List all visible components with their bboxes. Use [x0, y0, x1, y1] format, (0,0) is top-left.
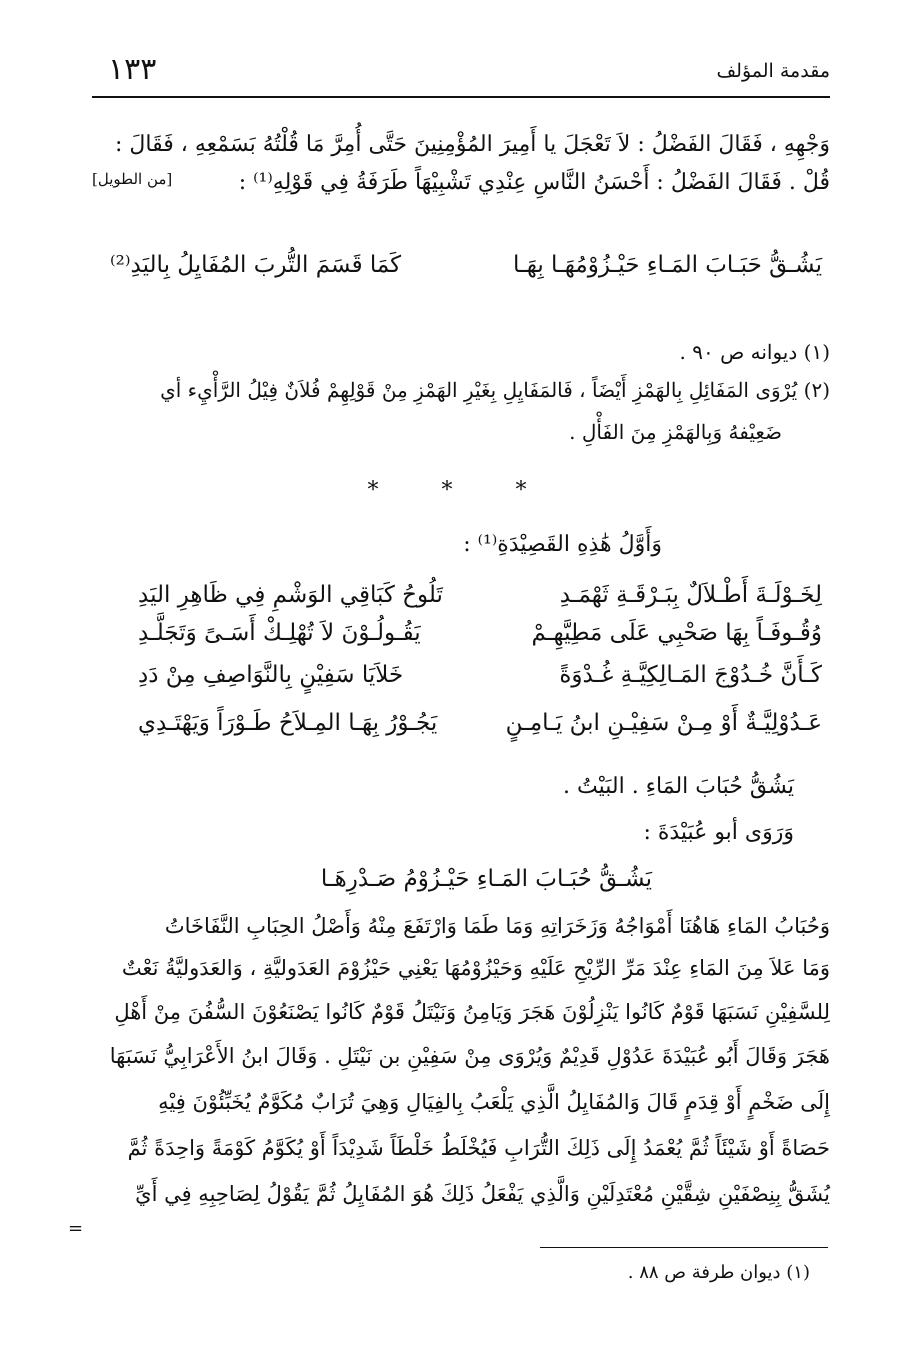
- commentary-line-4: هَجَرَ وَقَالَ أَبُو عُبَيْدَةَ عَدُوْلِ قَدِيْمٌ وَيُرْوَى مِنْ سَفِيْنِ بن نَيْتَلِ . وَقَالَ ابنُ الأَعْرَابِيُّ نَسَبَهَا: [109, 1044, 830, 1068]
- meter-label: [من الطويل]: [92, 170, 173, 188]
- header-rule: [92, 96, 830, 98]
- running-header-title: مقدمة المؤلف: [716, 60, 830, 82]
- after-poem-line-1: يَشُقُّ حُبَابَ المَاءِ . البَيْتُ .: [563, 774, 794, 799]
- commentary-line-6: حَصَاةً أَوْ شَيْئَاً ثُمَّ يُعْمَدُ إِلَى ذَلِكَ التُّرَابِ فَيُخْلَطُ خَلْطَاً شَدِيْدَاً أَوْ يُكَوَّمُ كَوْمَةً وَاحِدَةً ثُمَّ: [127, 1136, 830, 1160]
- intro-line-1: وَجْهِهِ ، فَقَالَ الفَضْلُ : لاَ تَعْجَلَ يا أَمِيرَ المُؤْمِنِينَ حَتَّى أُمِرَّ مَا قُلْتُهُ بَسَمْعِهِ ، فَقَالَ :: [115, 132, 830, 157]
- poem-verse-2-second: يَقُـولُـوْنَ لاَ تُهْلِـكْ أَسَـىً وَتَجَلَّـدِ: [138, 620, 421, 646]
- commentary-line-7: يُشَقُّ بِنِصْفَيْنِ شِقَّيْنِ مُعْتَدِلَيْنِ وَالَّذِي يَفْعَلُ ذَلِكَ هُوَ المُفَايِلُ ثُمَّ يَقُوْلُ لِصَاحِبِهِ فِي أَيِّ: [135, 1182, 830, 1206]
- abu-ubayda-verse: يَشُـقُّ حُبَـابَ المَـاءِ حَيْـزُوْمُ صَـدْرِهَـا: [320, 866, 652, 892]
- poem-intro: وَأَوَّلُ هَٰذِهِ القَصِيْدَةِ⁽¹⁾ :: [463, 532, 662, 557]
- footnote-1-number: (١): [803, 340, 830, 364]
- footnote-1: [92, 340, 830, 364]
- after-poem-line-2: وَرَوَى أبو عُبَيْدَةَ :: [643, 820, 794, 845]
- section-separator: * * *: [367, 478, 555, 503]
- poem-verse-3-first: كَـأَنَّ خُـدُوْجَ المَـالِكِيَّـةِ غُـدْوَةً: [559, 662, 822, 688]
- poem-verse-1-first: لِخَـوْلَـةَ أَطْـلاَلٌ بِبَـرْقَـةِ ثَهْمَـدِ: [559, 582, 822, 608]
- poem-verse-3-second: خَلاَيَا سَفِيْنٍ بِالنَّوَاصِفِ مِنْ دَدِ: [138, 662, 404, 688]
- page-number: ١٣٣: [108, 52, 157, 87]
- bottom-footnote: (١) ديوان طرفة ص ٨٨ .: [627, 1262, 810, 1283]
- footnote-1-text: ديوانه ص ٩٠ .: [679, 340, 798, 364]
- main-verse-first-hemistich: يَشُـقُّ حَبَـابَ المَـاءِ حَيْـزُوْمُهَـا بِهَـا: [512, 252, 822, 278]
- poem-verse-1-second: تَلُوحُ كَبَاقِي الوَشْمِ فِي ظَاهِرِ اليَدِ: [138, 582, 443, 608]
- footnote-2-text: يُرْوَى المَفَائِلِ بِالهَمْزِ أَيْضَاً ، فَالمَفَايِلِ بِغَيْرِ الهَمْزِ مِنْ قَوْلِهِمْ فُلاَنٌ فِيْلُ الرَّأْيِء أي: [160, 378, 798, 402]
- main-verse-second-hemistich: كَمَا قَسَمَ التُّربَ المُفَايِلُ بِاليَدِ⁽²⁾: [110, 252, 402, 278]
- footnote-2-continuation: ضَعِيْفهُ وَبِالهَمْزِ مِنَ الفَأْلِ .: [569, 420, 782, 444]
- poem-verse-4-first: عَـدُوْلِيَّـةٌ أَوْ مِـنْ سَفِيْـنِ ابنُ يَـامِـنٍ: [505, 710, 822, 736]
- poem-verse-4-second: يَجُـوْرُ بِهَـا المِـلاَحُ طَـوْرَاً وَيَهْتَـدِي: [138, 710, 438, 736]
- footnote-2-number: (٢): [803, 378, 830, 402]
- commentary-line-2: وَمَا عَلاَ مِنَ المَاءِ عِنْدَ مَرِّ الرِّيْحِ عَلَيْهِ وَحَيْزُوْمُهَا يَعْنِي حَيْزُوْمَ العَدَوليَّةِ ، وَالعَدَوليَّةُ نَعْتٌ: [121, 956, 830, 980]
- footnote-2: [92, 378, 830, 402]
- footnote-rule: [540, 1247, 828, 1248]
- commentary-line-5: إِلَى ضَخْمٍ أَوْ قِدَمٍ قَالَ وَالمُفَايِلُ الَّذِي يَلْعَبُ بِالفِيَالِ وَهِيَ تُرَابٌ مُكَوَّمٌ يُخَبِّئُوْنَ فِيْهِ: [158, 1090, 830, 1114]
- intro-line-2: قُلْ . فَقَالَ الفَضْلُ : أَحْسَنُ النَّاسِ عِنْدِي تَشْبِيْهَاً طَرَفَةُ فِي قَوْلِهِ⁽¹⁾ :: [238, 170, 830, 195]
- commentary-line-3: لِلسَّفِيْنِ نَسَبَهَا قَوْمٌ كَانُوا يَنْزِلُوْنَ هَجَرَ وَيَامِنُ وَنَيْتَلُ قَوْمٌ كَانُوا يَصْنَعُوْنَ السُّفُنَ مِنْ أَهْلِ: [114, 1000, 830, 1024]
- commentary-line-1: وَحُبَابُ المَاءِ هَاهُنَا أَمْوَاجُهُ وَزَخَرَاتِهِ وَمَا طَمَا وَارْتَفَعَ مِنْهُ وَأَصْلُ الحِبَابِ النَّفَاخَاتُ: [164, 914, 830, 938]
- continuation-mark: =: [68, 1218, 84, 1239]
- poem-verse-2-first: وُقُـوفَـاً بِهَا صَحْبِي عَلَى مَطِيَّهِـمْ: [531, 620, 822, 646]
